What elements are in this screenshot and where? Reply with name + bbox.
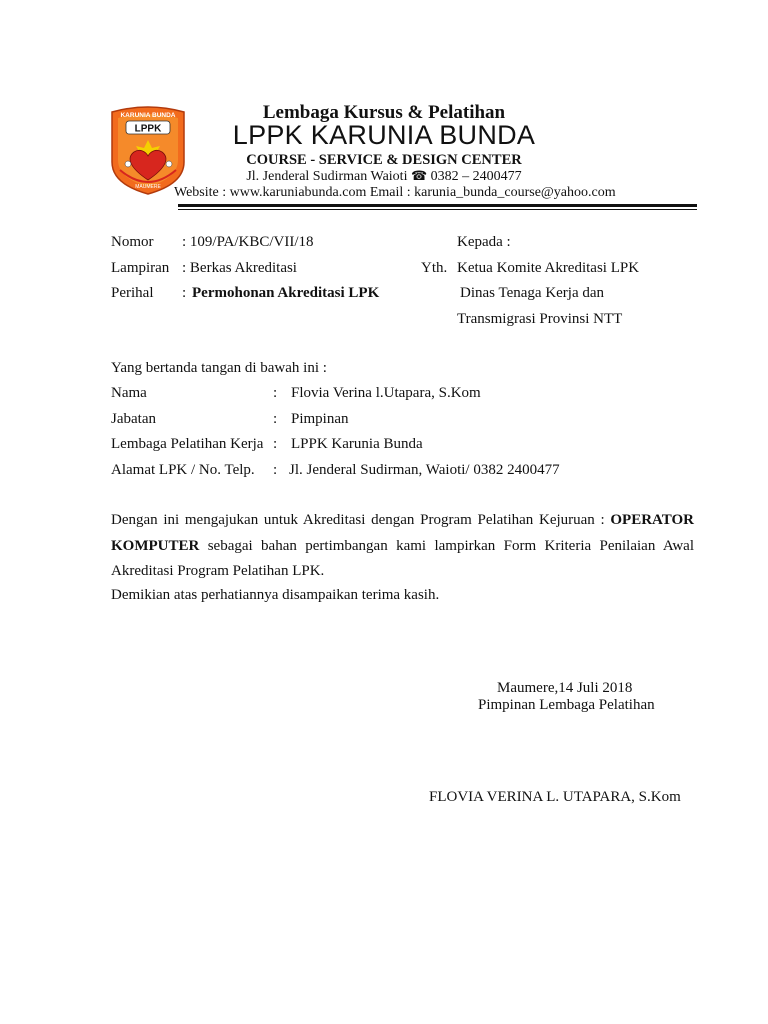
program-name: OPERATOR KOMPUTER [111, 512, 694, 554]
kepada-label: Kepada : [457, 234, 511, 250]
field-colon: : [273, 411, 278, 427]
field-value: LPPK Karunia Bunda [291, 436, 423, 452]
tagline: COURSE - SERVICE & DESIGN CENTER [246, 152, 522, 168]
org-name: LPPK KARUNIA BUNDA [232, 120, 536, 150]
intro-text: Yang bertanda tangan di bawah ini : [111, 360, 327, 376]
field-value: Flovia Verina l.Utapara, S.Kom [291, 385, 481, 401]
field-colon: : [273, 385, 278, 401]
perihal-value: Permohonan Akreditasi LPK [192, 285, 380, 301]
field-colon: : [273, 436, 278, 452]
recipient-line-2: Dinas Tenaga Kerja dan [460, 285, 605, 301]
field-label: Jabatan [111, 411, 156, 427]
phone: 0382 – 2400477 [430, 169, 522, 184]
svg-text:KARUNIA BUNDA: KARUNIA BUNDA [120, 112, 176, 119]
lampiran-value: : Berkas Akreditasi [182, 260, 297, 276]
recipient-line-1: Ketua Komite Akreditasi LPK [457, 260, 640, 276]
perihal-colon: : [182, 285, 187, 301]
body-paragraph [111, 508, 694, 585]
yth-label: Yth. [421, 260, 448, 276]
recipient-line-3: Transmigrasi Provinsi NTT [457, 311, 623, 327]
perihal-label: Perihal [111, 285, 154, 301]
body-text-after: sebagai bahan pertimbangan kami lampirkan Form Kriteria Penilaian Awal Akreditasi Program Pelatihan LPK. [111, 537, 694, 579]
svg-text:MAUMERE: MAUMERE [135, 184, 161, 190]
body-text-before: Dengan ini mengajukan untuk Akreditasi dengan Program Pelatihan Kejuruan : [111, 512, 611, 528]
website-email: Website : www.karuniabunda.com Email : karunia_bunda_course@yahoo.com [174, 185, 616, 200]
nomor-value: : 109/PA/KBC/VII/18 [182, 234, 314, 250]
signatory-name: FLOVIA VERINA L. UTAPARA, S.Kom [429, 789, 681, 805]
address: Jl. Jenderal Sudirman Waioti [246, 169, 408, 184]
closing-sentence: Demikian atas perhatiannya disampaikan terima kasih. [111, 587, 440, 603]
field-value: Pimpinan [291, 411, 349, 427]
field-value: Jl. Jenderal Sudirman, Waioti/ 0382 2400477 [289, 462, 560, 478]
header-rule-thin [178, 209, 697, 210]
field-label: Nama [111, 385, 147, 401]
svg-text:LPPK: LPPK [134, 123, 162, 135]
address-line [0, 168, 768, 185]
field-colon: : [273, 462, 278, 478]
field-label: Lembaga Pelatihan Kerja [111, 436, 264, 452]
lampiran-label: Lampiran [111, 260, 170, 276]
header-rule-thick [178, 204, 697, 207]
phone-icon: ☎ [410, 168, 428, 183]
header-subtitle: Lembaga Kursus & Pelatihan [262, 102, 506, 123]
field-label: Alamat LPK / No. Telp. [111, 462, 255, 478]
place-date: Maumere,14 Juli 2018 [497, 680, 633, 696]
nomor-label: Nomor [111, 234, 154, 250]
signatory-title: Pimpinan Lembaga Pelatihan [478, 697, 655, 713]
